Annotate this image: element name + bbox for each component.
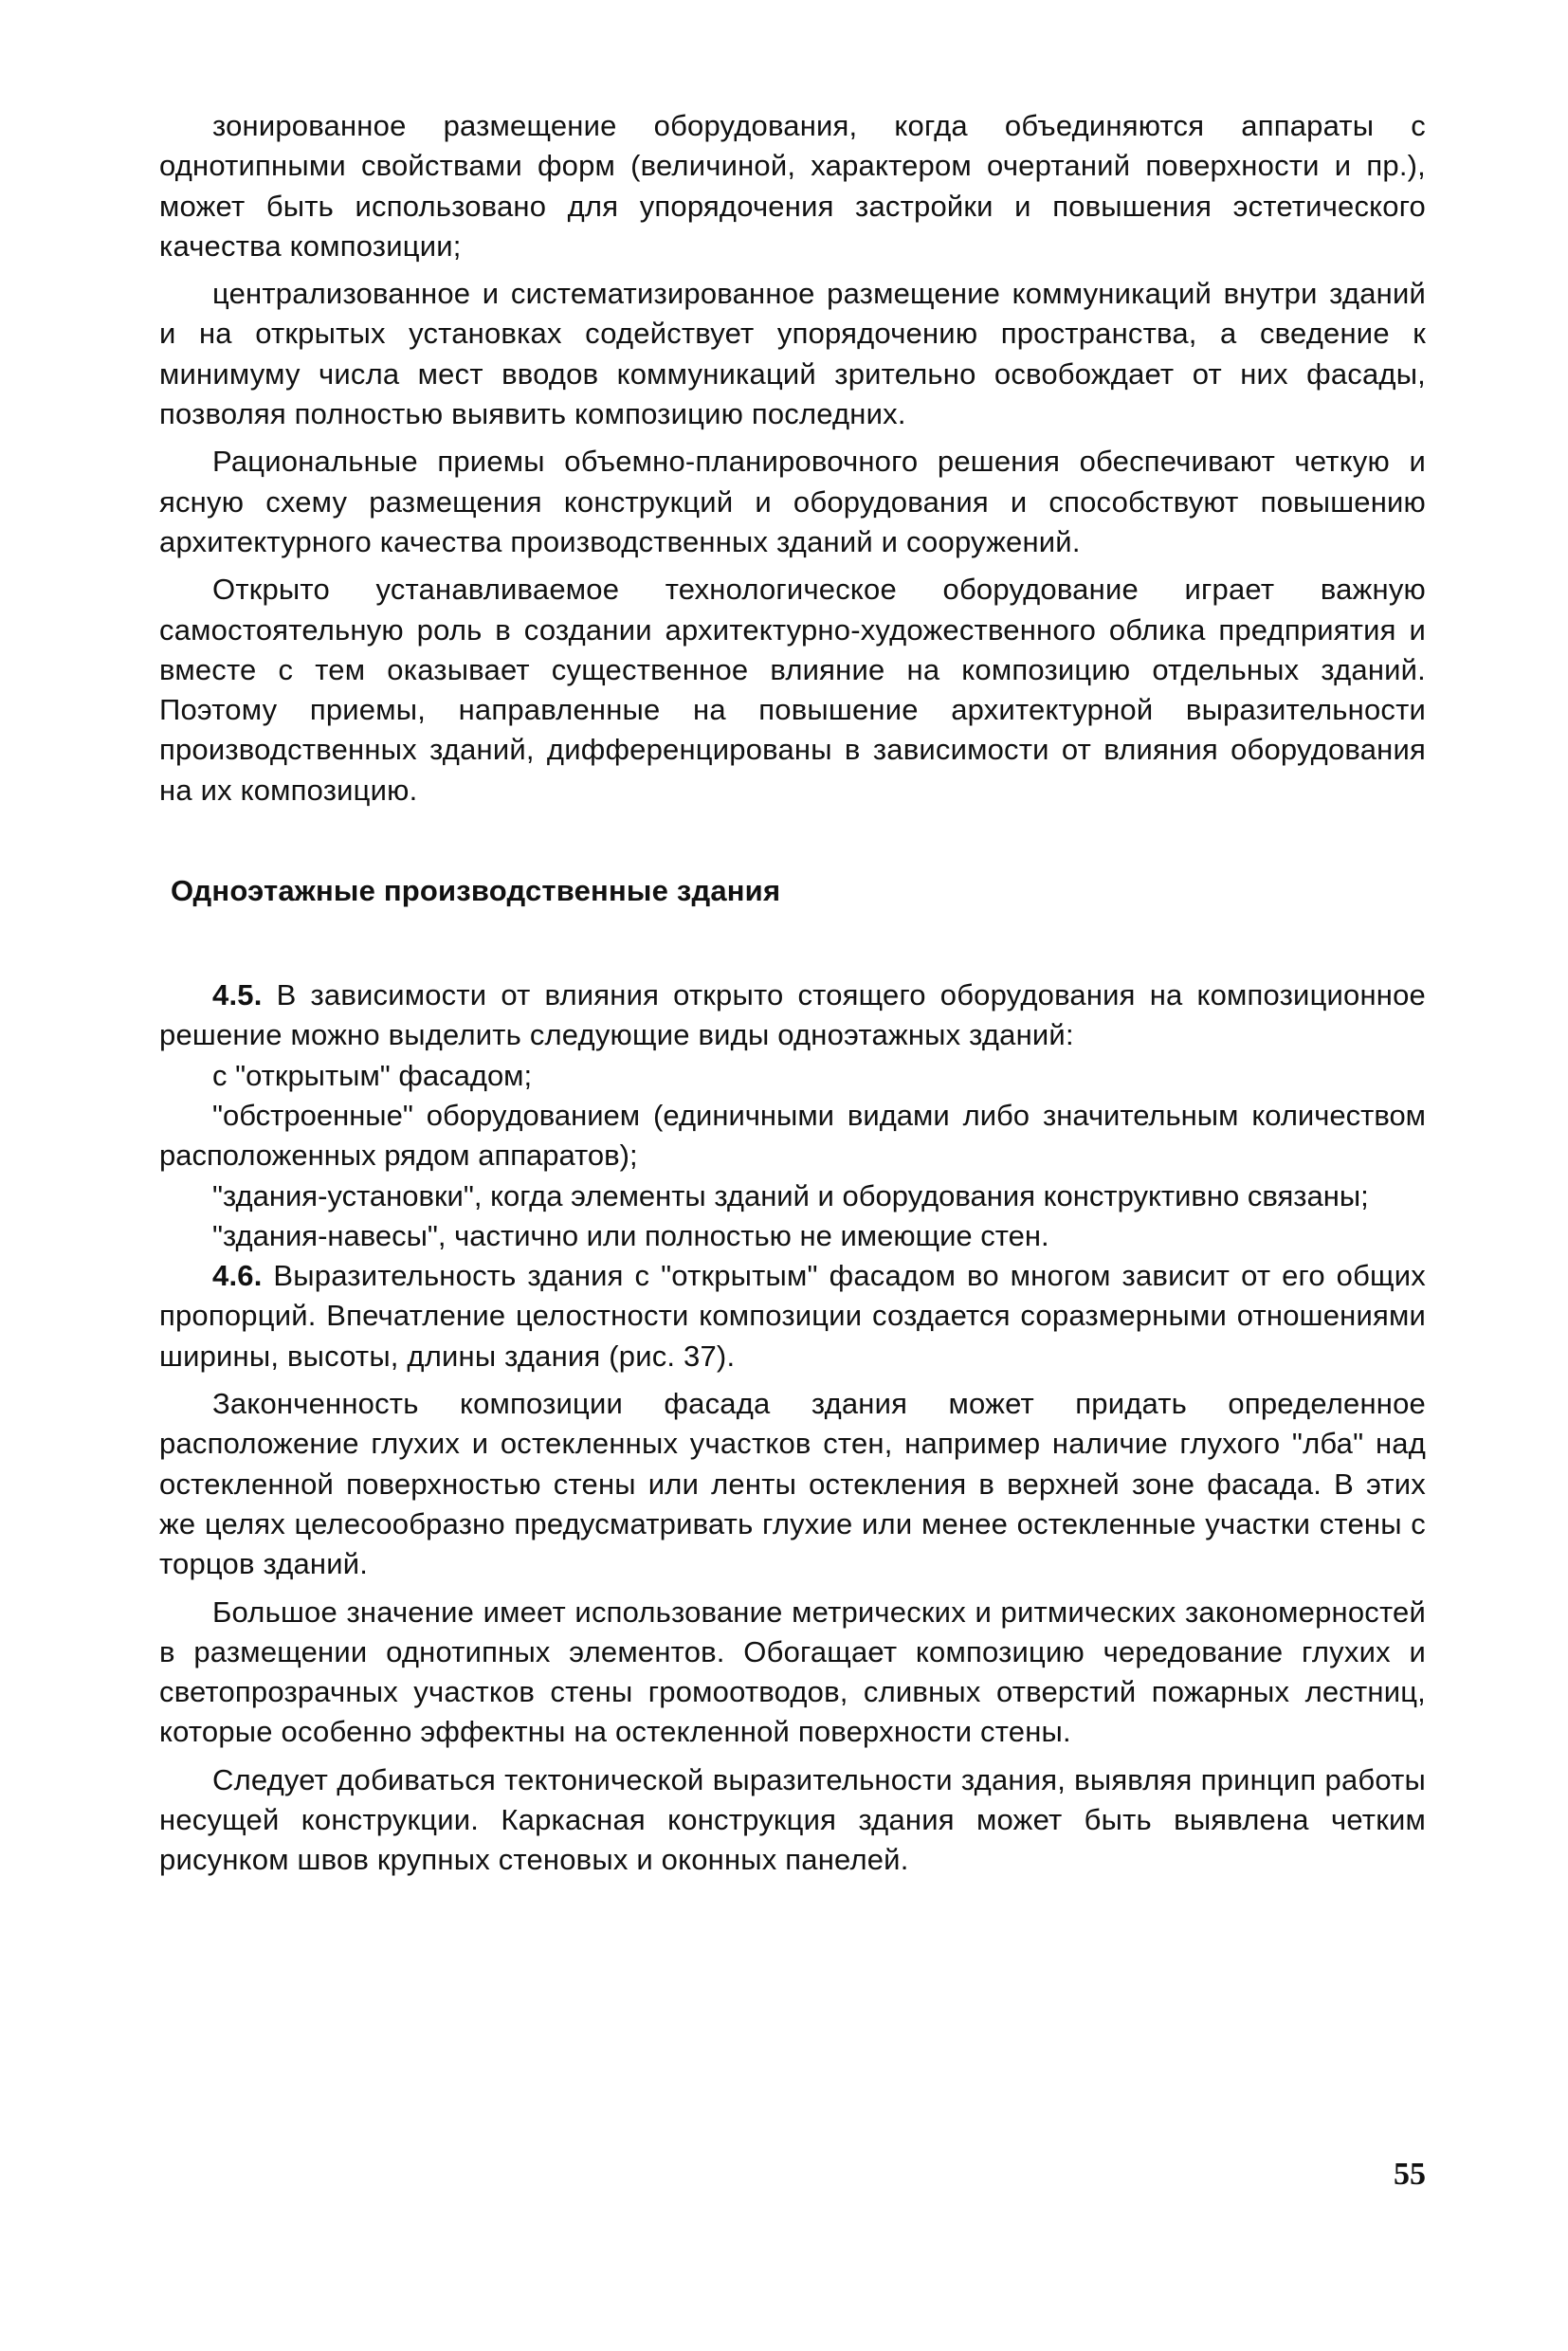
paragraph-centralized-communications: централизованное и систематизированное размещение коммуникаций внутри зданий и на открытых установках содействует упорядочению пространства, а сведение к минимуму числа мест вводов коммуникаций зрительно освобождает от них фасады, позволяя полностью выявить композицию последних.: [159, 277, 1426, 431]
list-item: "здания-установки", когда элементы зданий и оборудования конструктивно связаны;: [212, 1178, 1369, 1212]
list-item: с "открытым" фасадом;: [212, 1058, 533, 1092]
section-heading: Одноэтажные производственные здания: [171, 874, 781, 908]
clause-text: В зависимости от влияния открыто стоящего оборудования на композиционное решение можно выделить следующие виды одноэтажных зданий:: [159, 978, 1426, 1052]
list-item: "обстроенные" оборудованием (единичными видами либо значительным количеством расположенных рядом аппаратов);: [159, 1098, 1426, 1173]
paragraph-tectonic: Следует добиваться тектонической выразительности здания, выявляя принцип работы несущей конструкции. Каркасная конструкция здания может быть выявлена четким рисунком швов крупных стеновых и оконных панелей.: [159, 1762, 1426, 1877]
paragraph-metric-rhythm: Большое значение имеет использование метрических и ритмических закономерностей в размещении однотипных элементов. Обогащает композицию чередование глухих и светопрозрачных участков стены громоотводов, сливных отверстий пожарных лестниц, которые особенно эффектны на остекленной поверхности стены.: [159, 1595, 1426, 1749]
clause-text: Выразительность здания с "открытым" фасадом во многом зависит от его общих пропорций. Впечатление целостности композиции создается соразмерными отношениями ширины, высоты, длины здания (рис. 37).: [159, 1259, 1426, 1373]
page-number: 55: [1394, 2157, 1426, 2192]
list-item: "здания-навесы", частично или полностью не имеющие стен.: [212, 1218, 1049, 1252]
clause-4-5: [159, 975, 1426, 1056]
clause-4-6: [159, 1256, 1426, 1376]
paragraph-rational-methods: Рациональные приемы объемно-планировочного решения обеспечивают четкую и ясную схему размещения конструкций и оборудования и способствуют повышению архитектурного качества производственных зданий и сооружений.: [159, 445, 1426, 558]
clause-number: 4.6.: [212, 1259, 263, 1293]
clause-number: 4.5.: [212, 978, 263, 1012]
paragraph-open-equipment: Открыто устанавливаемое технологическое оборудование играет важную самостоятельную роль в создании архитектурно-художественного облика предприятия и вместе с тем оказывает существенное влияние на композицию отдельных зданий. Поэтому приемы, направленные на повышение архитектурной выразительности производственных зданий, дифференцированы в зависимости от влияния оборудования на их композицию.: [159, 573, 1426, 807]
paragraph-facade-completeness: Законченность композиции фасада здания может придать определенное расположение глухих и остекленных участков стен, например наличие глухого "лба" над остекленной поверхностью стены или ленты остекления в верхней зоне фасада. В этих же целях целесообразно предусматривать глухие или менее остекленные участки стены с торцов зданий.: [159, 1387, 1426, 1581]
page-body: [159, 106, 1426, 2268]
paragraph-zoned-placement: зонированное размещение оборудования, когда объединяются аппараты с однотипными свойствами форм (величиной, характером очертаний поверхности и пр.), может быть использовано для упорядочения застройки и повышения эстетического качества композиции;: [159, 109, 1426, 263]
